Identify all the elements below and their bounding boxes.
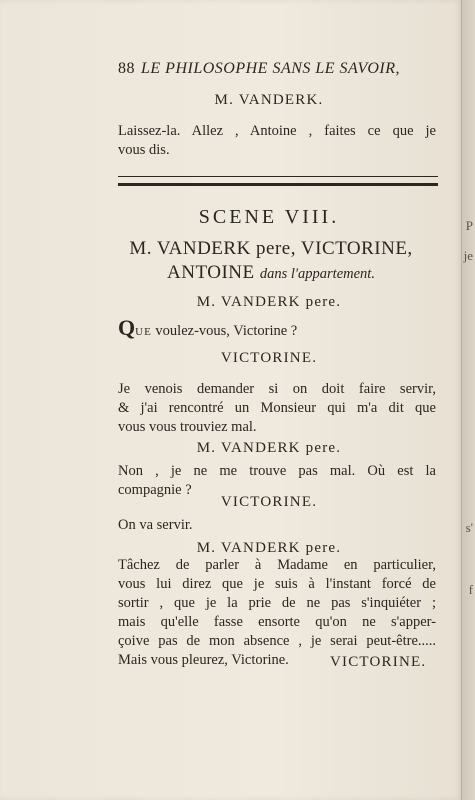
speech-line: vous dis. xyxy=(118,142,170,158)
speech-text: voulez-vous, Victorine ? xyxy=(151,323,298,339)
speech-5 xyxy=(118,516,436,535)
speech-line: & j'ai rencontré un Monsieur qui m'a dit que xyxy=(118,400,436,416)
catchword: VICTORINE. xyxy=(330,654,427,670)
cast-line-1: M. VANDERK pere, VICTORINE, xyxy=(129,238,413,259)
cast-name: ANTOINE xyxy=(167,262,255,283)
speech-line: Mais vous pleurez, Victorine. xyxy=(118,652,289,668)
bleed-text: je xyxy=(463,248,473,263)
speech-line: compagnie ? xyxy=(118,482,192,498)
speech-line: Tâchez de parler à Madame en particulier, xyxy=(118,557,436,573)
bleed-text: f xyxy=(468,582,473,597)
speech-line: Non , je ne me trouve pas mal. Où est la xyxy=(118,463,436,479)
speech-line: vous vous trouviez mal. xyxy=(118,419,257,435)
speech-2 xyxy=(118,315,436,342)
cast-line-2 xyxy=(40,262,475,284)
speech-line: sortir , que je la prie de ne pas s'inquiéter ; xyxy=(118,595,436,611)
speaker-victorine: VICTORINE. xyxy=(220,494,318,510)
bleed-text: P xyxy=(465,218,473,233)
speech-line: Laissez-la. Allez , Antoine , faites ce que je xyxy=(118,123,436,139)
running-title: LE PHILOSOPHE SANS LE SAVOIR, xyxy=(141,60,400,77)
small-caps: UE xyxy=(135,326,152,338)
speech-line: çoive pas de mon absence , je serai peut-être..... xyxy=(118,633,436,649)
speaker-vanderk-pere: M. VANDERK pere. xyxy=(196,294,342,310)
speech-line: mais qu'elle fasse ensorte qu'on ne s'apper- xyxy=(118,614,436,630)
speaker-vanderk-pere: M. VANDERK pere. xyxy=(196,440,342,456)
speech-line: On va servir. xyxy=(118,517,193,533)
speech-line: Je venois demander si on doit faire servir, xyxy=(118,381,436,397)
running-head xyxy=(118,60,438,78)
speech-1 xyxy=(118,122,436,160)
speaker-victorine: VICTORINE. xyxy=(220,350,318,366)
speaker-vanderk: M. VANDERK. xyxy=(214,92,324,108)
next-page-edge xyxy=(461,0,475,800)
scene-divider xyxy=(118,176,438,186)
drop-cap: Q xyxy=(118,315,136,340)
speaker-vanderk-pere: M. VANDERK pere. xyxy=(196,540,342,556)
bleed-text: s' xyxy=(465,520,473,535)
scene-heading: SCENE VIII. xyxy=(198,206,340,228)
page-number: 88 xyxy=(118,60,135,77)
stage-direction: dans l'appartement. xyxy=(259,266,375,282)
speech-line: vous lui direz que je suis à l'instant forcé de xyxy=(118,576,436,592)
speech-6 xyxy=(118,556,436,670)
speech-3 xyxy=(118,380,436,437)
